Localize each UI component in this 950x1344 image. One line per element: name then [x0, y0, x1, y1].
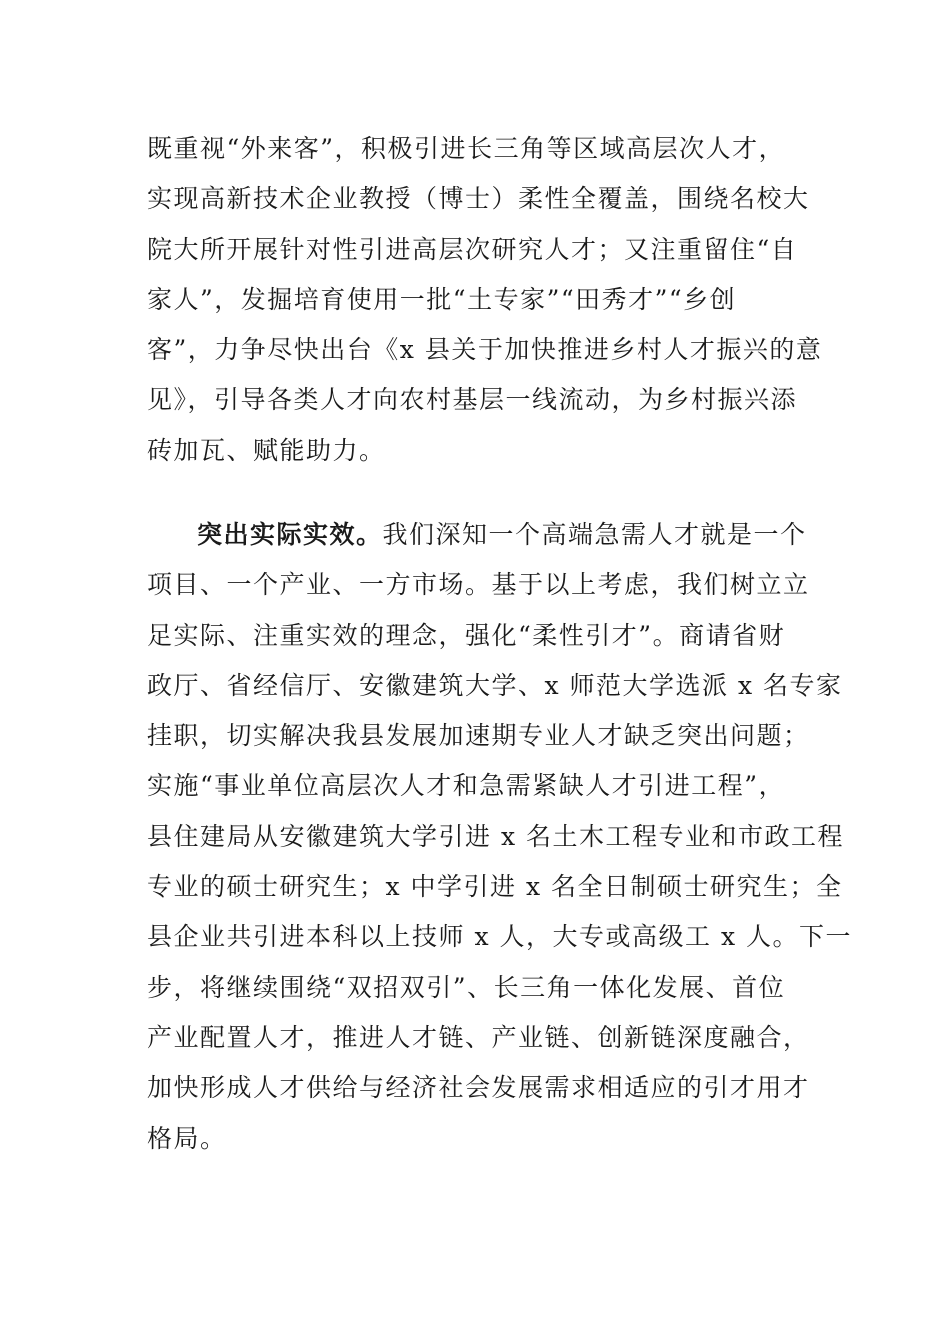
paragraph-2-line: 产业配置人才，推进人才链、产业链、创新链深度融合，: [147, 1022, 810, 1052]
paragraph-1-line: 见》，引导各类人才向农村基层一线流动，为乡村振兴添: [147, 385, 798, 415]
paragraph-2-line: 加快形成人才供给与经济社会发展需求相适应的引才用才: [147, 1073, 810, 1103]
paragraph-2-first-line: [147, 510, 807, 560]
paragraph-1-line: 家人”，发掘培育使用一批“土专家”“田秀才”“乡创: [147, 284, 737, 314]
paragraph-1-line: 既重视“外来客”，积极引进长三角等区域高层次人才，: [147, 134, 786, 163]
paragraph-2-line: 项目、一个产业、一方市场。基于以上考虑，我们树立立: [147, 570, 810, 600]
paragraph-1-line: 客”，力争尽快出台《x 县关于加快推进乡村人才振兴的意: [147, 335, 823, 365]
paragraph-2-line: 专业的硕士研究生；x 中学引进 x 名全日制硕士研究生；全: [147, 872, 843, 902]
paragraph-2-line: 政厅、省经信厅、安徽建筑大学、x 师范大学选派 x 名专家: [147, 670, 843, 700]
paragraph-2: [147, 510, 852, 1164]
paragraph-2-first-line-text: 我们深知一个高端急需人才就是一个: [382, 520, 807, 549]
paragraph-2-line: 县住建局从安徽建筑大学引进 x 名土木工程专业和市政工程: [147, 821, 844, 851]
paragraph-2-line: 步，将继续围绕“双招双引”、长三角一体化发展、首位: [147, 972, 786, 1002]
paragraph-2-line: 挂职，切实解决我县发展加速期专业人才缺乏突出问题；: [147, 721, 810, 751]
paragraph-2-line: 县企业共引进本科以上技师 x 人，大专或高级工 x 人。下一: [147, 922, 852, 952]
paragraph-1: [147, 124, 823, 476]
paragraph-1-line: 砖加瓦、赋能助力。: [147, 435, 386, 465]
paragraph-2-line: 格局。: [147, 1123, 227, 1153]
paragraph-2-heading: 突出实际实效。: [197, 520, 383, 549]
paragraph-1-line: 实现高新技术企业教授（博士）柔性全覆盖，围绕名校大: [147, 184, 810, 214]
paragraph-2-line: 足实际、注重实效的理念，强化“柔性引才”。商请省财: [147, 620, 786, 650]
paragraph-1-line: 院大所开展针对性引进高层次研究人才；又注重留住“自: [147, 234, 798, 264]
paragraph-2-line: 实施“事业单位高层次人才和急需紧缺人才引进工程”，: [147, 771, 786, 801]
